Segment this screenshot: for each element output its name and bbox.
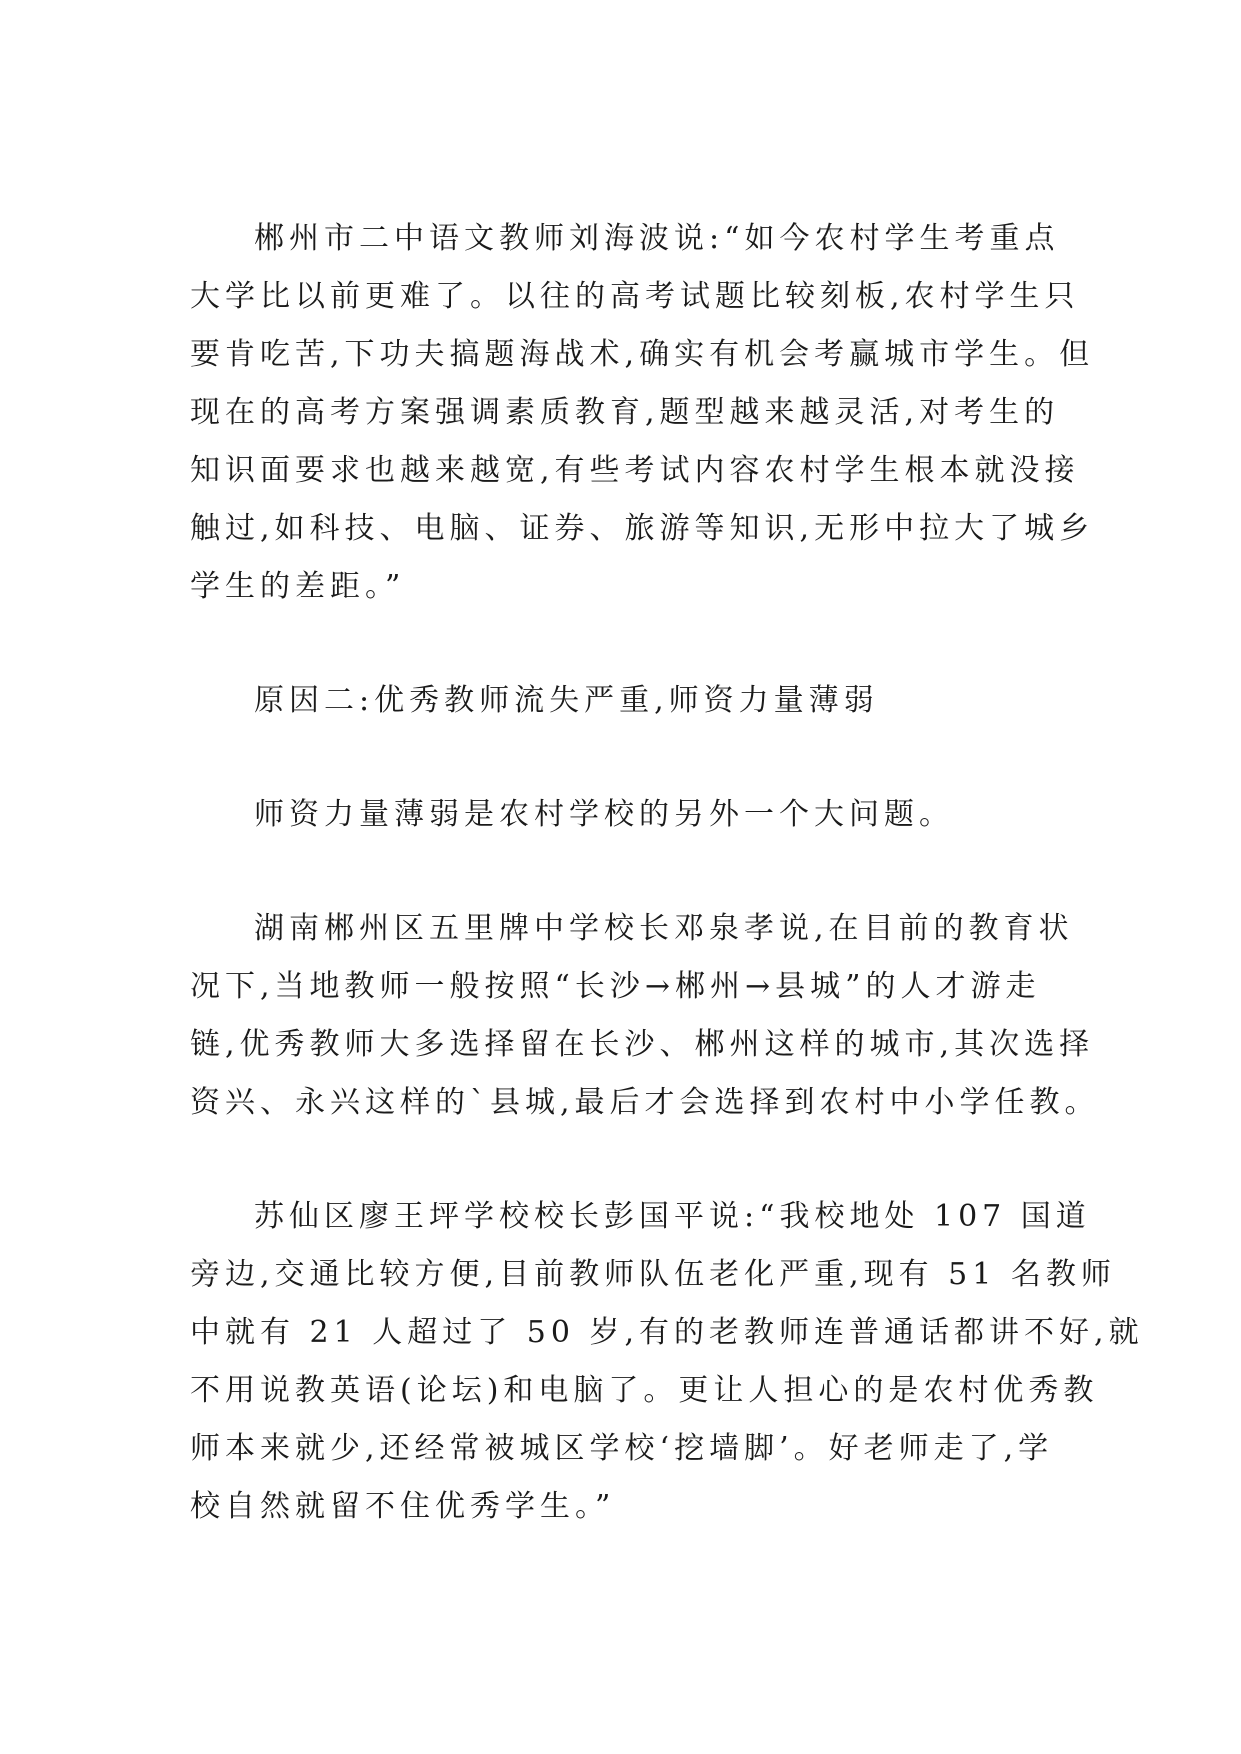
- paragraph-line: 湖南郴州区五里牌中学校长邓泉孝说,在目前的教育状: [254, 911, 1074, 946]
- section-heading-reason-two: [190, 672, 1070, 730]
- paragraph-line: 况下,当地教师一般按照“长沙→郴州→县城”的人才游走: [190, 969, 1041, 1004]
- paragraph-line: 原因二:优秀教师流失严重,师资力量薄弱: [254, 683, 879, 718]
- paragraph-line: 链,优秀教师大多选择留在长沙、郴州这样的城市,其次选择: [190, 1027, 1095, 1062]
- paragraph-principal-deng: [190, 900, 1100, 1132]
- paragraph-line: 大学比以前更难了。以往的高考试题比较刻板,农村学生只: [190, 279, 1080, 314]
- paragraph-line: 现在的高考方案强调素质教育,题型越来越灵活,对考生的: [190, 395, 1060, 430]
- paragraph-line: 不用说教英语(论坛)和电脑了。更让人担心的是农村优秀教: [190, 1373, 1099, 1408]
- paragraph-line: 郴州市二中语文教师刘海波说:“如今农村学生考重点: [254, 221, 1060, 256]
- paragraph-line: 知识面要求也越来越宽,有些考试内容农村学生根本就没接: [190, 453, 1080, 488]
- paragraph-line: 资兴、永兴这样的`县城,最后才会选择到农村中小学任教。: [190, 1085, 1100, 1120]
- paragraph-line: 师资力量薄弱是农村学校的另外一个大问题。: [254, 797, 954, 832]
- paragraph-line: 学生的差距。”: [190, 569, 406, 604]
- paragraph-line: 要肯吃苦,下功夫搞题海战术,确实有机会考赢城市学生。但: [190, 337, 1095, 372]
- paragraph-principal-peng: [190, 1188, 1144, 1536]
- paragraph-line: 师本来就少,还经常被城区学校‘挖墙脚’。好老师走了,学: [190, 1431, 1054, 1466]
- paragraph-line: 触过,如科技、电脑、证券、旅游等知识,无形中拉大了城乡: [190, 511, 1095, 546]
- document-body: [190, 210, 1144, 1536]
- paragraph-line: 旁边,交通比较方便,目前教师队伍老化严重,现有 51 名教师: [190, 1257, 1116, 1292]
- paragraph-teacher-quote: [190, 210, 1095, 616]
- paragraph-teacher-shortage: [190, 786, 1070, 844]
- paragraph-line: 校自然就留不住优秀学生。”: [190, 1489, 616, 1524]
- paragraph-line: 中就有 21 人超过了 50 岁,有的老教师连普通话都讲不好,就: [190, 1315, 1144, 1350]
- paragraph-line: 苏仙区廖王坪学校校长彭国平说:“我校地处 107 国道: [254, 1199, 1091, 1234]
